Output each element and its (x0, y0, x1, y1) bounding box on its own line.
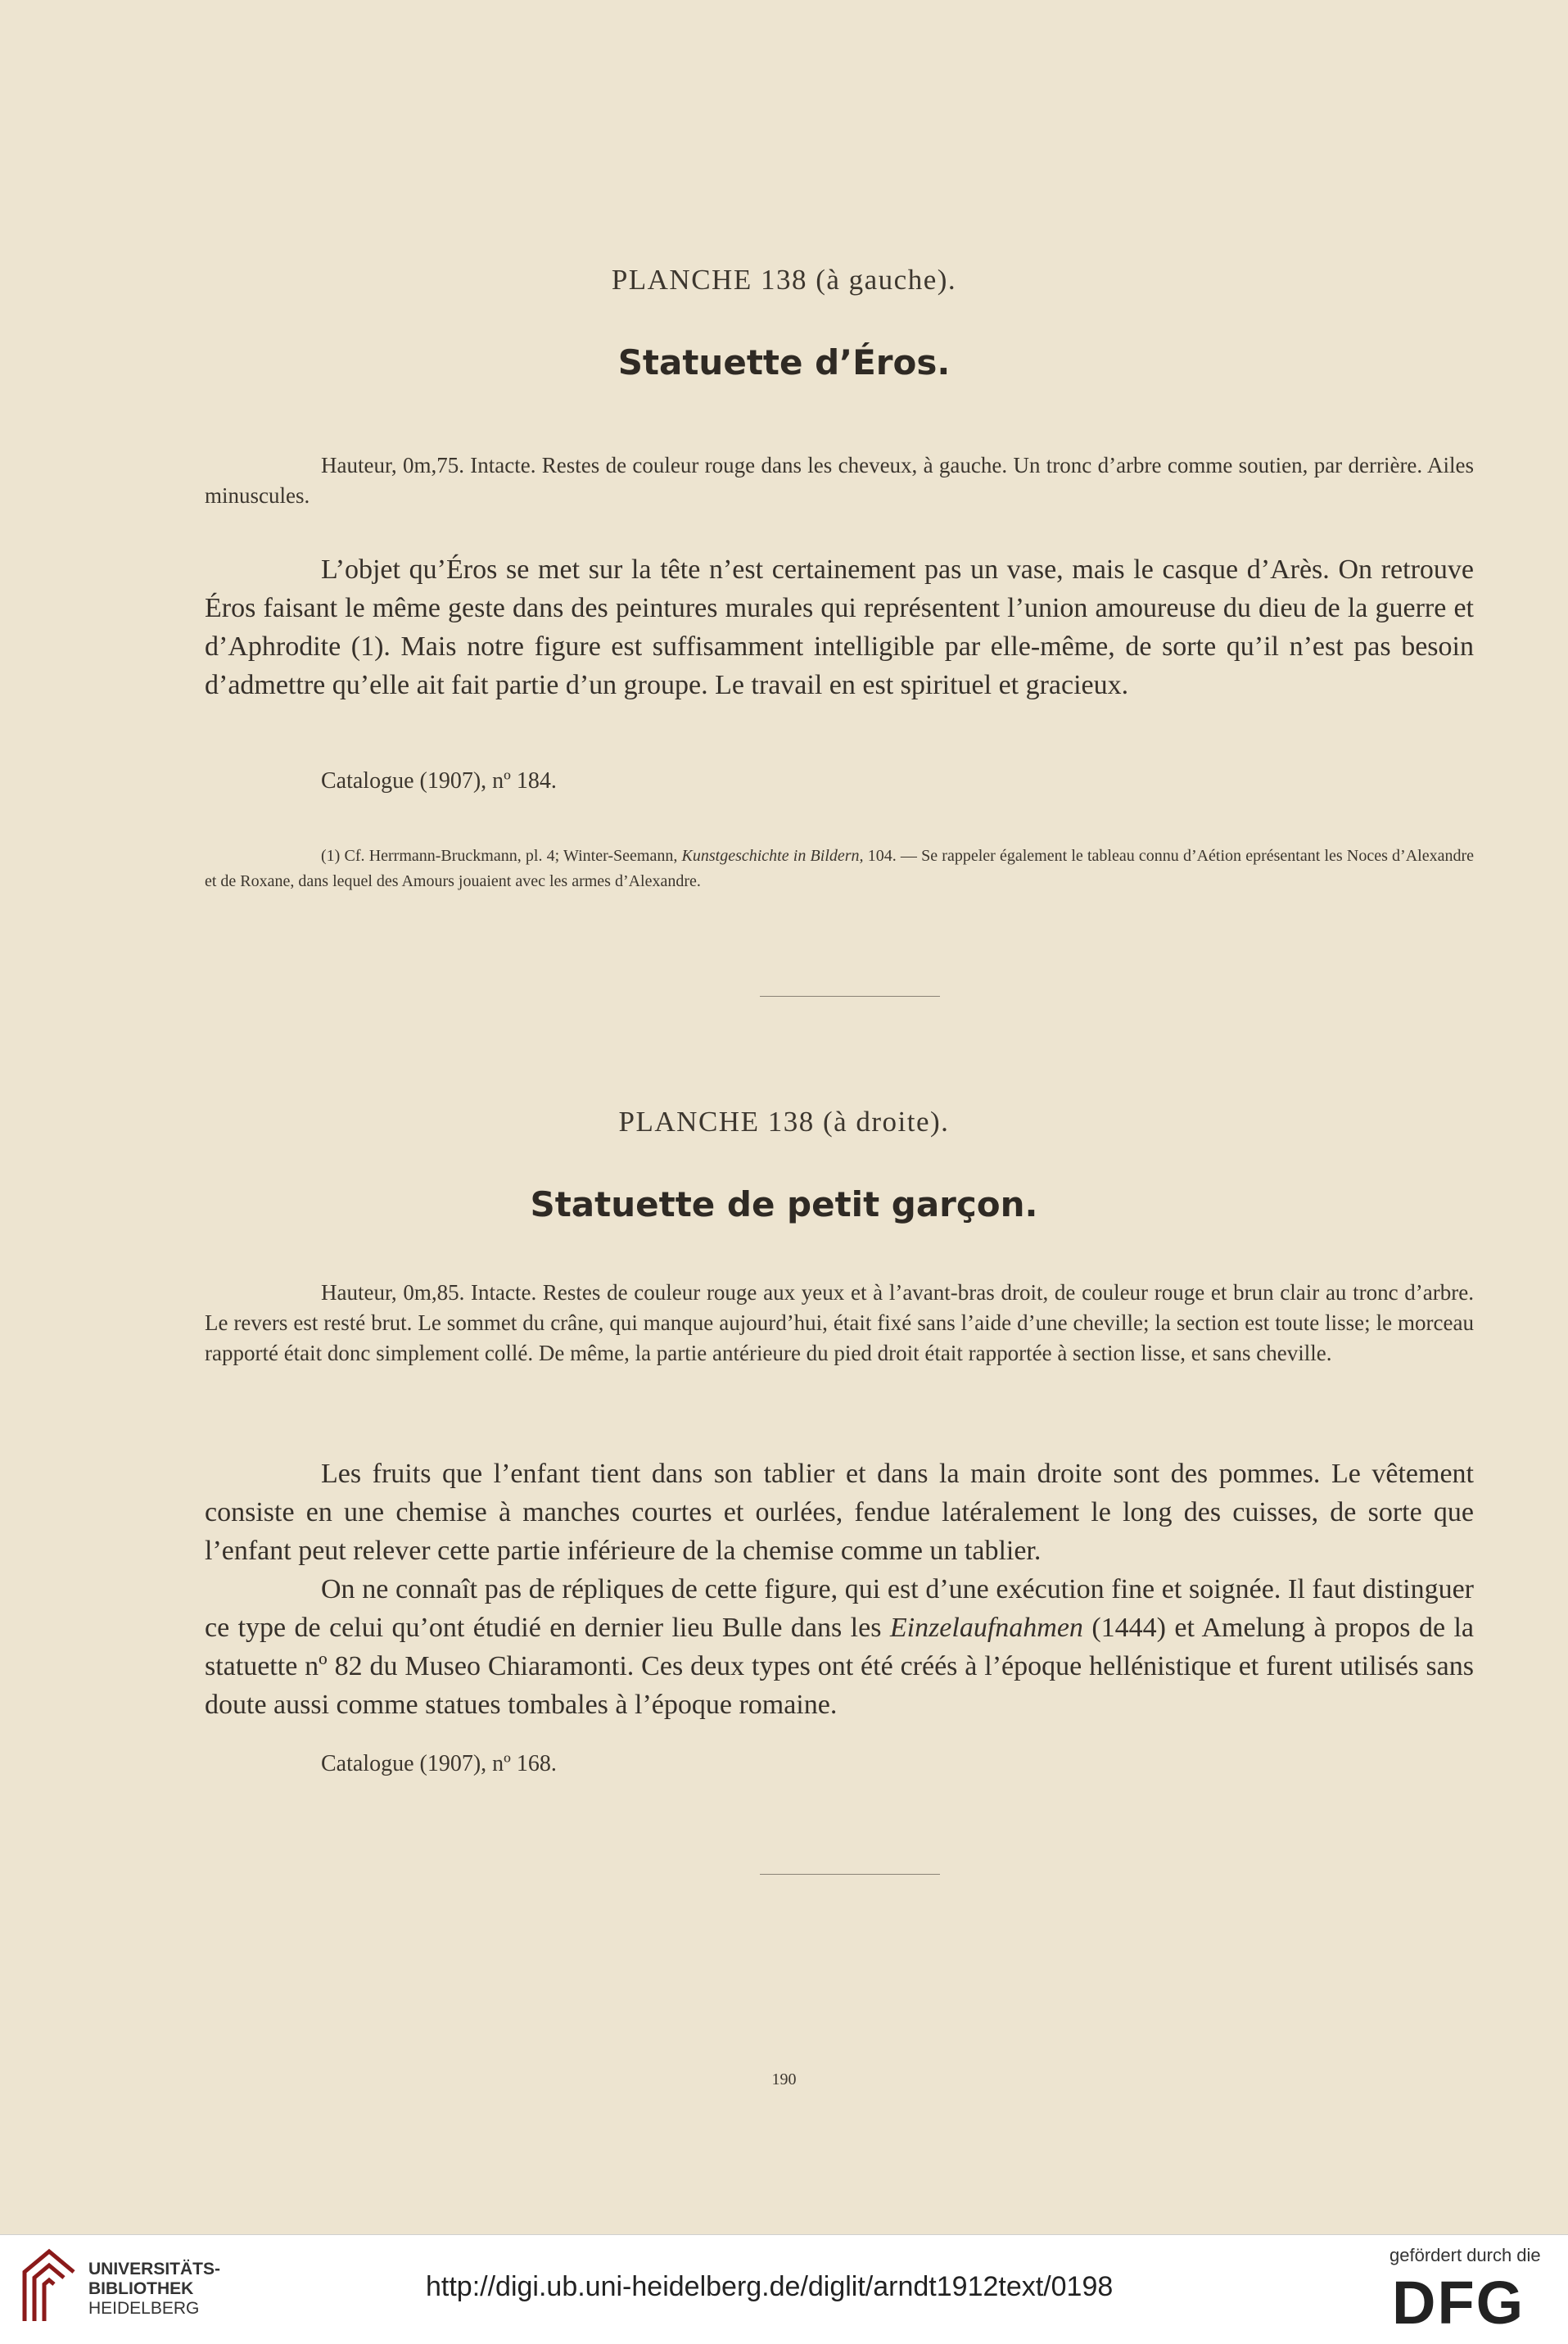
catalogue-eros: Catalogue (1907), nº 184. (321, 768, 557, 794)
funded-by-label: gefördert durch die (1390, 2245, 1541, 2265)
library-name-line1: UNIVERSITÄTS- (88, 2260, 221, 2278)
paragraph-boy-2-start: On ne connaît pas de répliques de cette figure, qui est d’une exécution fine et soignée. Il faut distinguer ce type de celui qu’ont étudié en dernier lieu Bulle dans les (205, 1574, 1474, 1643)
section-divider-2 (760, 1874, 940, 1875)
footnote-italic-title: Kunstgeschichte in Bildern, (681, 847, 864, 865)
library-name (88, 2260, 220, 2319)
footnote-text-end: 104. — Se rappeler également le tableau connu d’Aétion eprésentant les Noces d’Alexandre et de Roxane, dans lequel des Amours jouaient avec les armes d’Alexandre. (205, 847, 1475, 890)
description-boy: Hauteur, 0m,85. Intacte. Restes de couleur rouge aux yeux et à l’avant-bras droit, de couleur rouge et brun clair au tronc d’arbre. Le revers est resté brut. Le sommet du crâne, qui manque aujourd’hui, était fixé sans l’aide d’une cheville; la section est toute lisse; le morceau rapporté était donc simplement collé. De même, la partie antérieure du pied droit était rapportée à section lisse, et sans cheville. (205, 1280, 1474, 1365)
paragraph-boy-1: Les fruits que l’enfant tient dans son tablier et dans la main droite sont des pommes. Le vêtement consiste en une chemise à manches courtes et ourlées, fendue latéralement le long des cuisses, de sorte que l’enfant peut relever cette partie inférieure de la chemise comme un tablier. (205, 1459, 1474, 1566)
footer-bar (0, 2234, 1568, 2344)
library-name-line3: HEIDELBERG (88, 2299, 200, 2318)
footnote (205, 844, 1474, 894)
section-title-eros: Statuette d’Éros. (617, 342, 951, 382)
section-title-boy: Statuette de petit garçon. (530, 1184, 1038, 1224)
plate-heading-right: PLANCHE 138 (à droite). (618, 1106, 950, 1138)
section-divider-1 (760, 996, 940, 997)
catalogue-boy: Catalogue (1907), nº 168. (321, 1751, 557, 1776)
footnote-text-start: (1) Cf. Herrmann-Bruckmann, pl. 4; Winter-Seemann, (321, 847, 682, 865)
page-number: 190 (771, 2070, 797, 2088)
paragraph-boy-2 (205, 1570, 1474, 1724)
library-name-line2: BIBLIOTHEK (88, 2279, 194, 2298)
paragraph-eros: L’objet qu’Éros se met sur la tête n’est certainement pas un vase, mais le casque d’Arès. On retrouve Éros faisant le même geste dans des peintures murales qui représentent l’union amoureuse du dieu de la guerre et d’Aphrodite (1). Mais notre figure est suffisamment intelligible par elle-même, de sorte qu’il n’est pas besoin d’admettre qu’elle ait fait partie d’un groupe. Le travail en est spirituel et gracieux. (205, 554, 1474, 700)
paragraph-boy-2-italic: Einzelaufnahmen (889, 1613, 1083, 1643)
description-eros: Hauteur, 0m,75. Intacte. Restes de couleur rouge dans les cheveux, à gauche. Un tronc d’arbre comme soutien, par derrière. Ailes minuscules. (205, 453, 1474, 508)
library-logo-icon[interactable] (16, 2243, 82, 2333)
source-url-link[interactable]: http://digi.ub.uni-heidelberg.de/diglit/arndt1912text/0198 (426, 2271, 1114, 2302)
plate-heading-left: PLANCHE 138 (à gauche). (611, 264, 957, 296)
dfg-logo[interactable]: DFG (1392, 2269, 1525, 2337)
paragraph-boy-2-end: (1444) et Amelung à propos de la statuette nº 82 du Museo Chiaramonti. Ces deux types ont été créés à l’époque hellénistique et furent utilisés sans doute aussi comme statues tombales à l’époque romaine. (205, 1613, 1474, 1720)
